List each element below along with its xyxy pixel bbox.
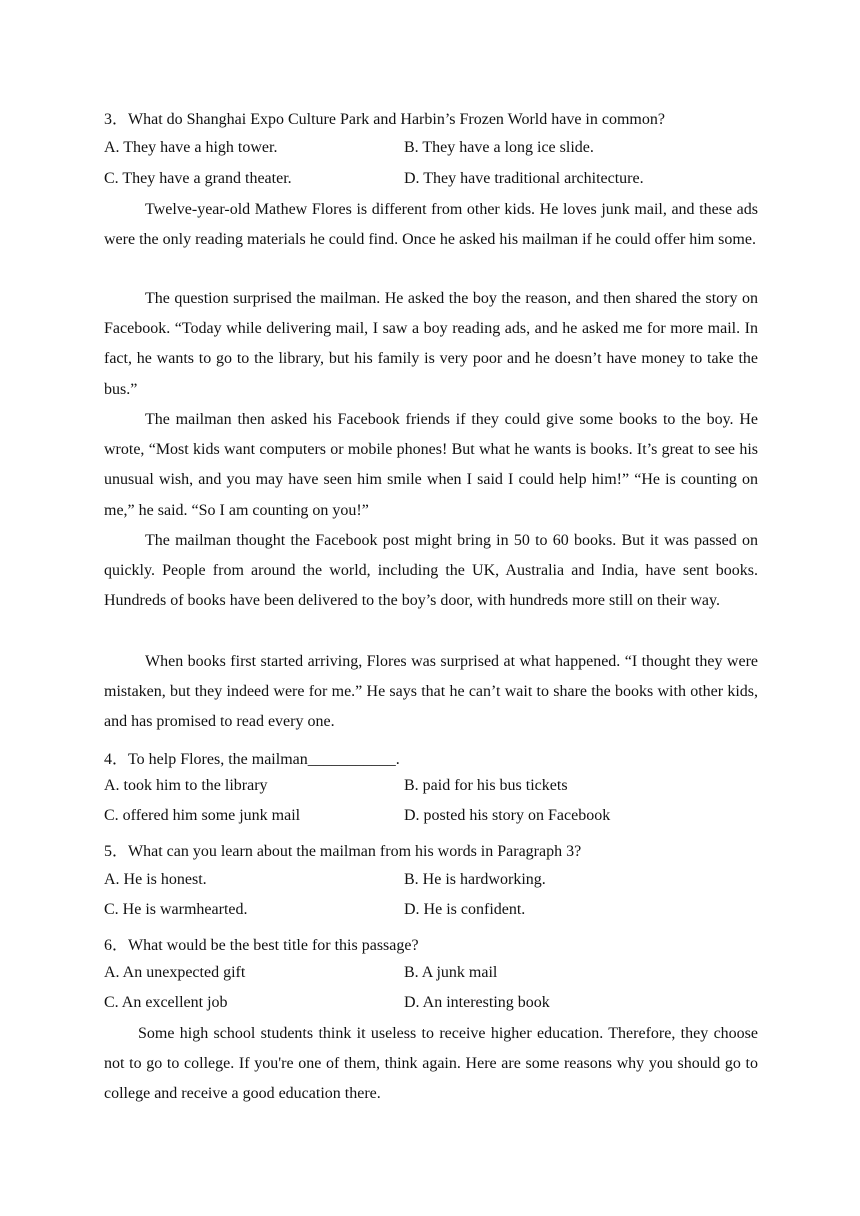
question-5-stem: 5．What can you learn about the mailman from his words in Paragraph 3?	[104, 843, 582, 860]
question-4-option-d: D. posted his story on Facebook	[404, 807, 611, 824]
question-5-option-d: D. He is confident.	[404, 901, 526, 918]
passage-paragraph-4: The mailman thought the Facebook post might bring in 50 to 60 books. But it was passed on quickly. People from around the world, including the UK, Australia and India, have sent books. Hundreds of books have been delivered to the boy’s door, with hundreds more still on their way.	[104, 532, 758, 610]
question-4-option-b: B. paid for his bus tickets	[404, 777, 568, 794]
question-6-option-c: C. An excellent job	[104, 994, 228, 1011]
passage-paragraph-3: The mailman then asked his Facebook friends if they could give some books to the boy. He wrote, “Most kids want computers or mobile phones! But what he wants is books. It’s great to see his unusual wish, and you may have seen him smile when I said I could help him!” “He is counting on me,” he said. “So I am counting on you!”	[104, 411, 758, 519]
question-3-option-d: D. They have traditional architecture.	[404, 170, 644, 187]
passage-paragraph-2: The question surprised the mailman. He asked the boy the reason, and then shared the story on Facebook. “Today while delivering mail, I saw a boy reading ads, and he asked me for more mail. In fact, he wants to go to the library, but his family is very poor and he doesn’t have money to take the bus.”	[104, 290, 758, 398]
question-4-option-c: C. offered him some junk mail	[104, 807, 301, 824]
question-6-option-a: A. An unexpected gift	[104, 964, 246, 981]
question-5-option-a: A. He is honest.	[104, 871, 207, 888]
question-6-stem: 6．What would be the best title for this passage?	[104, 937, 419, 954]
question-3-option-b: B. They have a long ice slide.	[404, 139, 594, 156]
passage-2-paragraph-1: Some high school students think it useless to receive higher education. Therefore, they choose not to go to college. If you're one of them, think again. Here are some reasons why you should go to college and receive a good education there.	[104, 1025, 758, 1103]
question-4-option-a: A. took him to the library	[104, 777, 268, 794]
question-3-option-a: A. They have a high tower.	[104, 139, 278, 156]
question-5-option-b: B. He is hardworking.	[404, 871, 546, 888]
question-5-option-c: C. He is warmhearted.	[104, 901, 248, 918]
question-4-stem: 4．To help Flores, the mailman___________.	[104, 751, 400, 768]
passage-paragraph-5: When books first started arriving, Flores was surprised at what happened. “I thought they were mistaken, but they indeed were for me.” He says that he can’t wait to share the books with other kids, and has promised to read every one.	[104, 653, 758, 731]
question-3-option-c: C. They have a grand theater.	[104, 170, 292, 187]
question-6-option-b: B. A junk mail	[404, 964, 498, 981]
passage-paragraph-1: Twelve-year-old Mathew Flores is different from other kids. He loves junk mail, and these ads were the only reading materials he could find. Once he asked his mailman if he could offer him some.	[104, 201, 758, 249]
question-3-stem: 3．What do Shanghai Expo Culture Park and Harbin’s Frozen World have in common?	[104, 111, 665, 128]
question-6-option-d: D. An interesting book	[404, 994, 550, 1011]
